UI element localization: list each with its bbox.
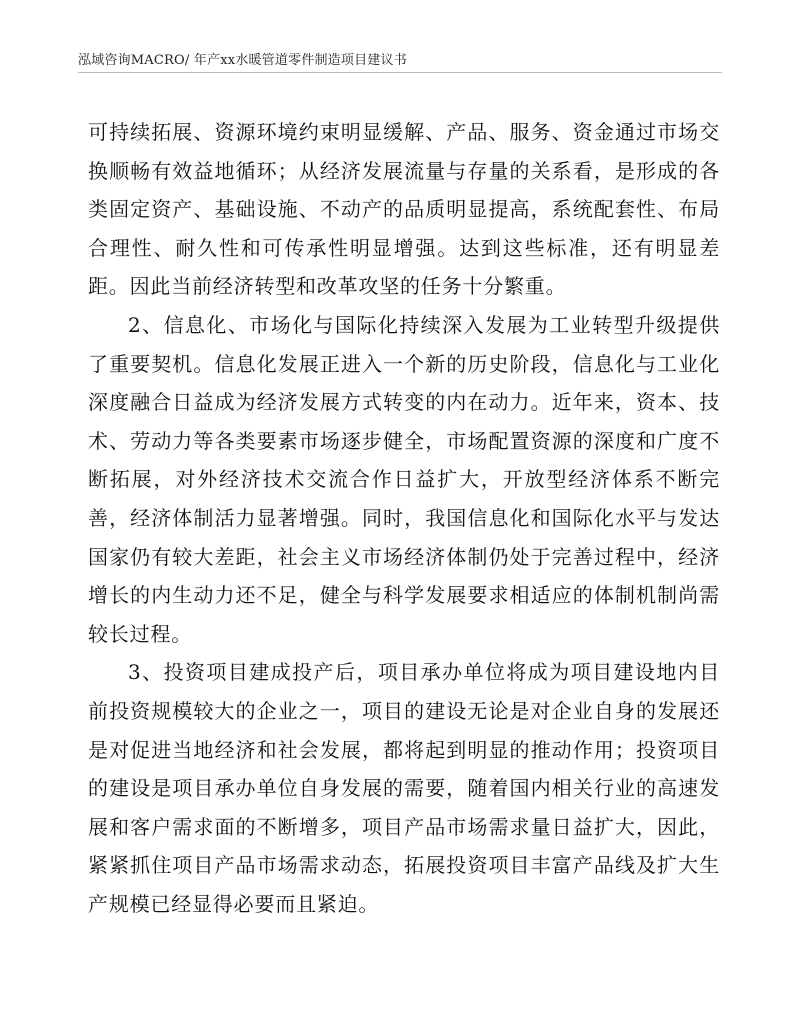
page-header: 泓域咨询MACRO/ 年产xx水暖管道零件制造项目建议书: [78, 53, 407, 68]
paragraph-2: 2、信息化、市场化与国际化持续深入发展为工业转型升级提供了重要契机。信息化发展正进入一个新的历史阶段，信息化与工业化深度融合日益成为经济发展方式转变的内在动力。近年来，资本、技术、劳动力等各类要素市场逐步健全，市场配置资源的深度和广度不断拓展，对外经济技术交流合作日益扩大，开放型经济体系不断完善，经济体制活力显著增强。同时，我国信息化和国际化水平与发达国家仍有较大差距，社会主义市场经济体制仍处于完善过程中，经济增长的内生动力还不足，健全与科学发展要求相适应的体制机制尚需较长过程。: [88, 312, 720, 646]
paragraph-continuation: 可持续拓展、资源环境约束明显缓解、产品、服务、资金通过市场交换顺畅有效益地循环；从经济发展流量与存量的关系看，是形成的各类固定资产、基础设施、不动产的品质明显提高，系统配套性、布局合理性、耐久性和可传承性明显增强。达到这些标准，还有明显差距。因此当前经济转型和改革攻坚的任务十分繁重。: [88, 120, 720, 299]
paragraph-3: 3、投资项目建成投产后，项目承办单位将成为项目建设地内目前投资规模较大的企业之一，项目的建设无论是对企业自身的发展还是对促进当地经济和社会发展，都将起到明显的推动作用；投资项目的建设是项目承办单位自身发展的需要，随着国内相关行业的高速发展和客户需求面的不断增多，项目产品市场需求量日益扩大，因此，紧紧抓住项目产品市场需求动态，拓展投资项目丰富产品线及扩大生产规模已经显得必要而且紧迫。: [88, 660, 720, 916]
header-divider: [78, 72, 722, 73]
document-body: [88, 113, 720, 923]
